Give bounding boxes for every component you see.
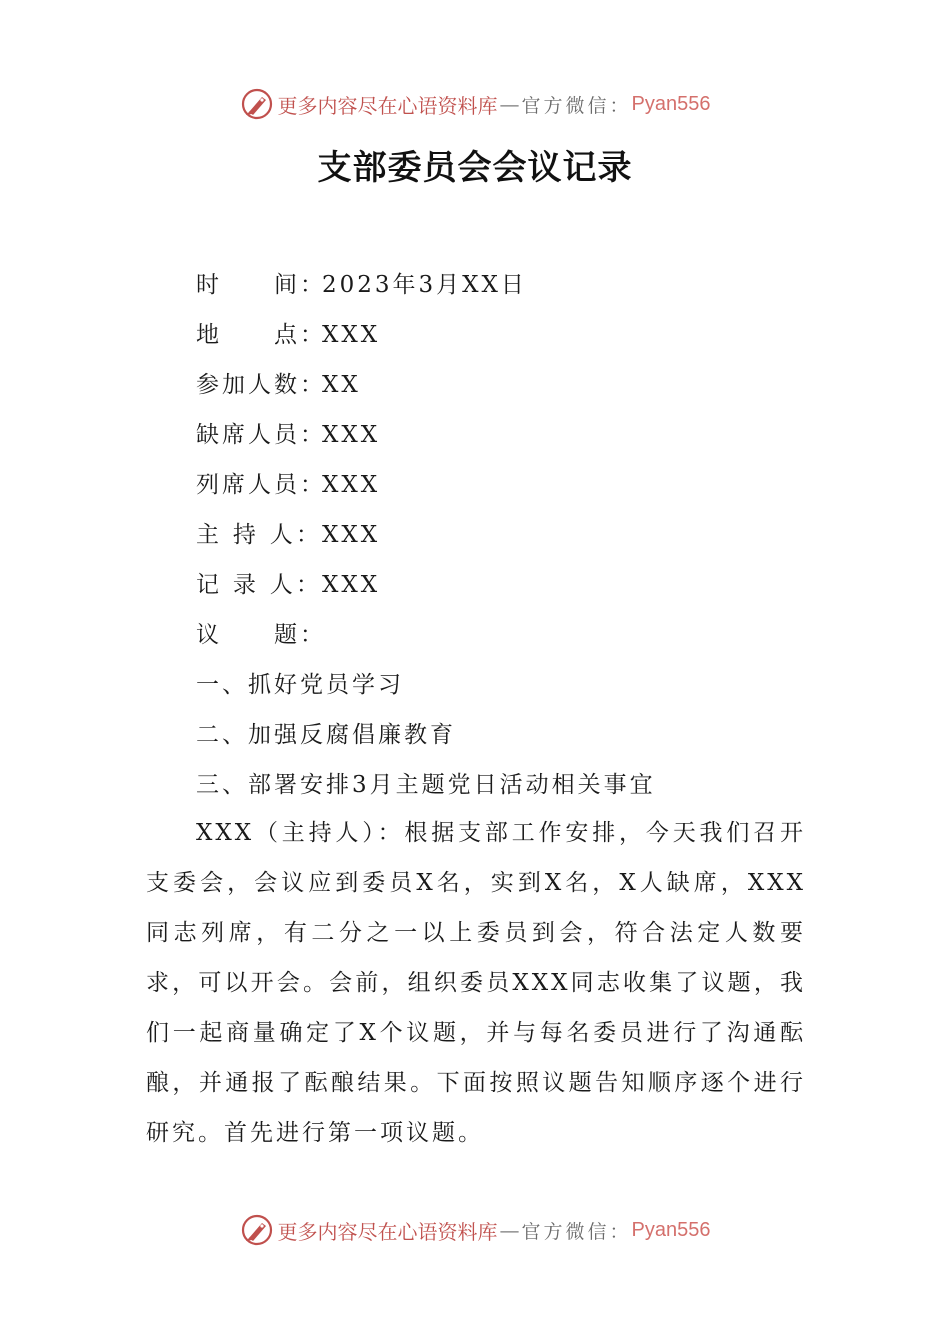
field-value: XXX [322, 472, 381, 498]
field-host [196, 510, 816, 560]
footer-banner [0, 1208, 950, 1252]
meeting-info [196, 260, 816, 810]
banner-official-text: 官方微信： [521, 94, 632, 117]
pen-nib-logo-icon [240, 1213, 274, 1247]
banner-dash: — [499, 1218, 520, 1242]
field-agenda [196, 610, 816, 660]
field-label: 地 点： [196, 322, 326, 348]
page-title: 支部委员会会议记录 [317, 148, 633, 188]
field-location [196, 310, 816, 360]
field-value: 2023年3月XX日 [322, 272, 527, 298]
banner-main-text: 更多内容尽在心语资料库 [277, 1219, 498, 1244]
field-value: XXX [322, 572, 381, 598]
field-value: XXX [322, 322, 381, 348]
field-label: 时 间： [196, 272, 326, 298]
banner-official-text: 官方微信： [521, 1220, 632, 1243]
banner-main-text: 更多内容尽在心语资料库 [277, 93, 498, 118]
field-value: XXX [322, 422, 381, 448]
field-recorder [196, 560, 816, 610]
agenda-item: 二、加强反腐倡廉教育 [196, 722, 456, 748]
field-label: 议 题： [196, 622, 326, 648]
field-absentees [196, 410, 816, 460]
field-value: XXX [322, 522, 381, 548]
agenda-item: 三、部署安排3月主题党日活动相关事宜 [196, 772, 656, 798]
field-attendee-count [196, 360, 816, 410]
banner-wechat-id: Pyan556 [631, 92, 711, 115]
field-label: 参加人数： [196, 372, 326, 398]
field-value: XX [322, 372, 361, 398]
header-banner [0, 82, 950, 126]
banner-dash: — [499, 92, 520, 116]
field-label: 记 录 人： [196, 572, 322, 598]
meeting-paragraph: XXX（主持人）：根据支部工作安排，今天我们召开支委会，会议应到委员X名，实到X名，X人缺席，XXX同志列席，有二分之一以上委员到会，符合法定人数要求，可以开会。会前，组织委员XXX同志收集了议题，我们一起商量确定了X个议题，并与每名委员进行了沟通酝酿，并通报了酝酿结果。下面按照议题告知顺序逐个进行研究。首先进行第一项议题。 [146, 820, 806, 1146]
pen-nib-logo-icon [240, 87, 274, 121]
field-label: 主 持 人： [196, 522, 322, 548]
banner-wechat-id: Pyan556 [631, 1218, 711, 1241]
field-label: 列席人员： [196, 472, 326, 498]
field-observers [196, 460, 816, 510]
agenda-item: 一、抓好党员学习 [196, 672, 404, 698]
field-label: 缺席人员： [196, 422, 326, 448]
field-time [196, 260, 816, 310]
